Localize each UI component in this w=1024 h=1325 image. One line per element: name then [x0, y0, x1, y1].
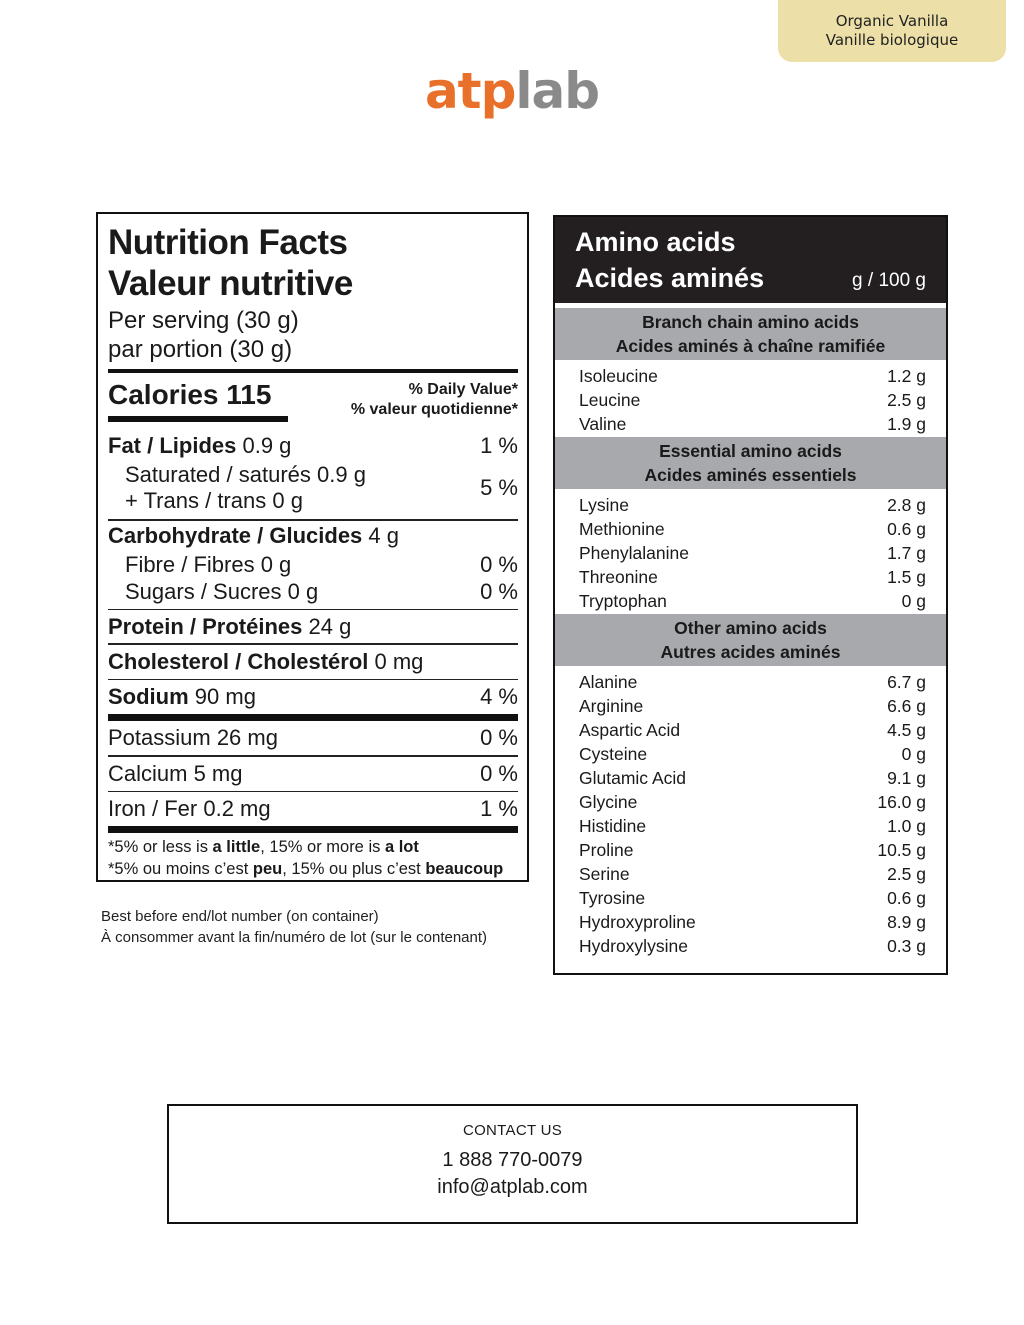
amino-value: 16.0 g [877, 792, 926, 812]
calories-label: Calories 115 [108, 379, 272, 410]
amino-row [579, 565, 926, 589]
amino-value: 0.6 g [887, 888, 926, 908]
amino-name: Aspartic Acid [579, 720, 681, 740]
nutrient-row-potassium [108, 721, 518, 755]
best-before-en: Best before end/lot number (on container) [101, 908, 379, 925]
nutrient-row-sodium [108, 680, 518, 714]
amino-row [579, 541, 926, 565]
amino-value: 10.5 g [877, 840, 926, 860]
amino-unit: g / 100 g [852, 270, 926, 291]
nutrition-title-en: Nutrition Facts [108, 223, 348, 262]
flavor-badge [778, 0, 1006, 62]
amino-value: 4.5 g [887, 720, 926, 740]
amino-name: Histidine [579, 816, 647, 836]
serving-size-en: Per serving (30 g) [108, 307, 299, 334]
amino-value: 6.6 g [887, 696, 926, 716]
carbohydrate-amount: 4 g [362, 523, 399, 548]
potassium-pct: 0 % [480, 725, 518, 750]
amino-value: 9.1 g [887, 768, 926, 788]
amino-category-header [555, 614, 946, 666]
amino-value: 1.9 g [887, 414, 926, 434]
nutrient-row-saturated-trans [108, 461, 518, 515]
amino-title-en: Amino acids [575, 227, 736, 257]
nutrient-row-protein [108, 610, 518, 643]
amino-category-header [555, 308, 946, 360]
daily-value-header-fr: % valeur quotidienne* [350, 401, 518, 418]
amino-value: 2.5 g [887, 390, 926, 410]
footnote-emphasis: peu [252, 860, 283, 878]
amino-row [579, 589, 926, 613]
contact-label: CONTACT US [462, 1122, 563, 1139]
amino-list [555, 666, 946, 958]
sugars-label: Sugars / Sucres 0 g [125, 579, 319, 604]
amino-row [579, 694, 926, 718]
sodium-label: Sodium [108, 684, 189, 709]
saturated-label: Saturated / saturés 0.9 g [125, 462, 366, 487]
amino-value: 2.5 g [887, 864, 926, 884]
sodium-pct: 4 % [480, 684, 518, 709]
amino-row [579, 670, 926, 694]
amino-row [579, 910, 926, 934]
amino-category-fr: Autres acides aminés [660, 642, 841, 662]
trans-label: + Trans / trans 0 g [125, 488, 303, 513]
rule-divider [108, 826, 518, 833]
amino-row [579, 766, 926, 790]
daily-value-header-en: % Daily Value* [408, 381, 518, 398]
amino-category-en: Other amino acids [674, 618, 827, 638]
nutrient-row-carbohydrate [108, 521, 518, 552]
iron-label: Iron / Fer 0.2 mg [108, 796, 271, 821]
amino-value: 0 g [901, 744, 926, 764]
amino-name: Glycine [579, 792, 638, 812]
fibre-pct: 0 % [480, 552, 518, 577]
amino-name: Alanine [579, 672, 638, 692]
amino-name: Arginine [579, 696, 644, 716]
cholesterol-amount: 0 mg [368, 648, 424, 674]
amino-name: Isoleucine [579, 366, 658, 386]
nutrient-row-fat [108, 431, 518, 461]
amino-row [579, 388, 926, 412]
amino-row [579, 838, 926, 862]
amino-row [579, 517, 926, 541]
amino-title-fr: Acides aminés [575, 263, 765, 293]
amino-value: 0.6 g [887, 519, 926, 539]
calcium-label: Calcium 5 mg [108, 760, 243, 786]
nutrition-facts-panel [96, 212, 529, 882]
iron-pct: 1 % [480, 796, 518, 821]
fat-amount: 0.9 g [236, 433, 292, 458]
footnote-text: *5% or less is [108, 838, 213, 856]
amino-name: Cysteine [579, 744, 648, 764]
amino-row [579, 862, 926, 886]
footnote-emphasis: a little [212, 838, 261, 856]
amino-name: Valine [579, 414, 627, 434]
amino-value: 8.9 g [887, 912, 926, 932]
logo-part-atp: atp [424, 62, 516, 120]
amino-name: Lysine [579, 495, 629, 515]
amino-category-fr: Acides aminés essentiels [644, 465, 857, 485]
calcium-pct: 0 % [480, 760, 518, 786]
amino-value: 1.7 g [887, 543, 926, 563]
nutrient-row-cholesterol [108, 645, 518, 679]
amino-row [579, 790, 926, 814]
amino-row [579, 934, 926, 958]
amino-name: Phenylalanine [579, 543, 689, 563]
calories-underline [108, 416, 288, 422]
amino-category-en: Branch chain amino acids [642, 312, 859, 332]
protein-label: Protein / Protéines [108, 613, 303, 639]
amino-list [555, 360, 946, 436]
flavor-name-en: Organic Vanilla [835, 12, 949, 30]
amino-groups [555, 308, 946, 958]
amino-name: Tryptophan [579, 591, 667, 611]
amino-row [579, 412, 926, 436]
amino-value: 2.8 g [887, 495, 926, 515]
amino-name: Serine [579, 864, 630, 884]
best-before-fr: À consommer avant la fin/numéro de lot (sur le contenant) [101, 929, 488, 946]
amino-list [555, 489, 946, 613]
rule-divider [108, 714, 518, 721]
amino-value: 6.7 g [887, 672, 926, 692]
amino-acids-panel [553, 215, 948, 975]
amino-value: 1.0 g [887, 816, 926, 836]
amino-value: 1.2 g [887, 366, 926, 386]
amino-row [579, 718, 926, 742]
serving-size-fr: par portion (30 g) [108, 336, 293, 363]
calories-row [108, 373, 518, 425]
footnote-emphasis: beaucoup [425, 860, 504, 878]
nutrient-row-iron [108, 792, 518, 826]
logo-part-lab: lab [515, 62, 600, 120]
footnote-fr [108, 858, 518, 880]
amino-row [579, 364, 926, 388]
footnote-text: , 15% or more is [260, 838, 385, 856]
amino-row [579, 814, 926, 838]
fat-label: Fat / Lipides [108, 433, 237, 458]
footnote-emphasis: a lot [384, 838, 419, 856]
daily-value-header [351, 380, 518, 420]
nutrient-row-sugars [108, 579, 518, 606]
footnote [108, 836, 518, 880]
nutrient-row-calcium [108, 757, 518, 791]
footnote-en [108, 836, 518, 858]
amino-value: 0.3 g [887, 936, 926, 956]
saturated-trans-pct: 5 % [480, 475, 518, 500]
brand-logo [0, 62, 1024, 120]
carbohydrate-label: Carbohydrate / Glucides [108, 523, 363, 548]
nutrient-row-fibre [108, 552, 518, 579]
sugars-pct: 0 % [480, 579, 518, 604]
amino-row [579, 493, 926, 517]
amino-name: Leucine [579, 390, 641, 410]
protein-amount: 24 g [302, 613, 352, 639]
contact-email[interactable]: info@atplab.com [437, 1176, 588, 1198]
amino-name: Threonine [579, 567, 658, 587]
amino-name: Hydroxylysine [579, 936, 688, 956]
amino-name: Hydroxyproline [579, 912, 696, 932]
contact-phone[interactable]: 1 888 770-0079 [442, 1149, 583, 1171]
amino-category-fr: Acides aminés à chaîne ramifiée [615, 336, 886, 356]
amino-name: Glutamic Acid [579, 768, 686, 788]
footnote-text: , 15% ou plus c’est [282, 860, 426, 878]
sodium-amount: 90 mg [188, 684, 256, 709]
amino-name: Tyrosine [579, 888, 646, 908]
potassium-label: Potassium 26 mg [108, 725, 278, 750]
amino-name: Proline [579, 840, 634, 860]
contact-box [167, 1104, 858, 1224]
amino-value: 1.5 g [887, 567, 926, 587]
amino-acids-header [555, 217, 946, 303]
best-before-note [101, 906, 487, 948]
fibre-label: Fibre / Fibres 0 g [125, 552, 292, 577]
nutrition-title-fr: Valeur nutritive [108, 264, 353, 303]
amino-name: Methionine [579, 519, 665, 539]
cholesterol-label: Cholesterol / Cholestérol [108, 648, 369, 674]
fat-pct: 1 % [480, 433, 518, 458]
amino-value: 0 g [901, 591, 926, 611]
amino-category-en: Essential amino acids [659, 441, 842, 461]
flavor-name-fr: Vanille biologique [825, 31, 959, 49]
amino-row [579, 886, 926, 910]
footnote-text: *5% ou moins c’est [108, 860, 253, 878]
amino-category-header [555, 437, 946, 489]
amino-row [579, 742, 926, 766]
